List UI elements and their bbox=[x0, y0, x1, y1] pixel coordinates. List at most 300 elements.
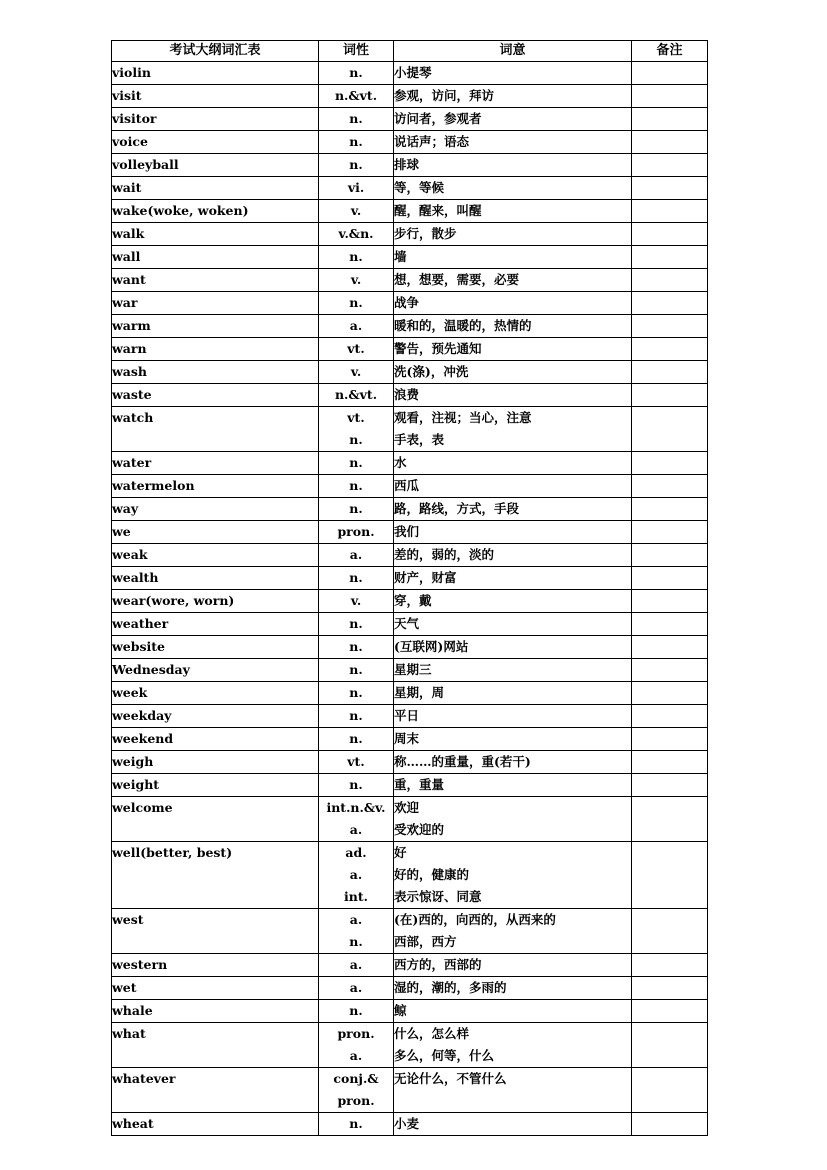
word-cell: wheat bbox=[112, 1113, 319, 1136]
pos-cell bbox=[319, 315, 394, 338]
note-cell bbox=[632, 842, 708, 909]
word-cell: warm bbox=[112, 315, 319, 338]
table-row bbox=[112, 407, 708, 452]
meaning-cell bbox=[394, 1113, 632, 1136]
word-cell: weather bbox=[112, 613, 319, 636]
pos-cell bbox=[319, 384, 394, 407]
word-cell: wealth bbox=[112, 567, 319, 590]
meaning-text: 什么，怎么样 bbox=[394, 1026, 470, 1041]
meaning-cell bbox=[394, 977, 632, 1000]
word-cell: visitor bbox=[112, 108, 319, 131]
word-cell: warn bbox=[112, 338, 319, 361]
meaning-cell bbox=[394, 636, 632, 659]
word-cell: want bbox=[112, 269, 319, 292]
table-row bbox=[112, 246, 708, 269]
table-row bbox=[112, 842, 708, 909]
word-cell: weigh bbox=[112, 751, 319, 774]
meaning-text: 湿的，潮的，多雨的 bbox=[394, 980, 507, 995]
table-row bbox=[112, 223, 708, 246]
pos-cell bbox=[319, 292, 394, 315]
word-cell: whatever bbox=[112, 1068, 319, 1113]
pos-cell bbox=[319, 909, 394, 954]
pos-text: vt. bbox=[347, 754, 365, 769]
word-cell: volleyball bbox=[112, 154, 319, 177]
meaning-text: 表示惊讶、同意 bbox=[394, 889, 482, 904]
meaning-cell bbox=[394, 521, 632, 544]
note-cell bbox=[632, 728, 708, 751]
meaning-text: 想，想要，需要，必要 bbox=[394, 272, 520, 287]
table-row bbox=[112, 682, 708, 705]
pos-text: n. bbox=[349, 455, 363, 470]
meaning-cell bbox=[394, 223, 632, 246]
header-word: 考试大纲词汇表 bbox=[112, 41, 319, 62]
table-row bbox=[112, 751, 708, 774]
pos-cell bbox=[319, 1023, 394, 1068]
meaning-text: 差的，弱的，淡的 bbox=[394, 547, 495, 562]
word-cell: water bbox=[112, 452, 319, 475]
pos-text: a. bbox=[349, 318, 363, 333]
note-cell bbox=[632, 452, 708, 475]
table-row bbox=[112, 62, 708, 85]
note-cell bbox=[632, 223, 708, 246]
pos-text: n.&vt. bbox=[334, 387, 378, 402]
pos-text: n. bbox=[349, 65, 363, 80]
pos-cell bbox=[319, 590, 394, 613]
word-cell: voice bbox=[112, 131, 319, 154]
word-cell: what bbox=[112, 1023, 319, 1068]
pos-text: n. bbox=[349, 662, 363, 677]
table-row bbox=[112, 154, 708, 177]
note-cell bbox=[632, 177, 708, 200]
pos-text: n. bbox=[349, 616, 363, 631]
pos-text: ad. bbox=[345, 845, 367, 860]
pos-text: v. bbox=[350, 364, 362, 379]
pos-cell bbox=[319, 338, 394, 361]
word-cell: whale bbox=[112, 1000, 319, 1023]
meaning-text: 访问者，参观者 bbox=[394, 111, 482, 126]
header-meaning: 词意 bbox=[394, 41, 632, 62]
table-row bbox=[112, 954, 708, 977]
pos-text: n. bbox=[349, 1116, 363, 1131]
meaning-cell bbox=[394, 154, 632, 177]
note-cell bbox=[632, 705, 708, 728]
table-row bbox=[112, 177, 708, 200]
note-cell bbox=[632, 613, 708, 636]
table-row bbox=[112, 728, 708, 751]
meaning-text: 墙 bbox=[394, 249, 407, 264]
table-header-row bbox=[112, 41, 708, 62]
table-row bbox=[112, 315, 708, 338]
word-cell: week bbox=[112, 682, 319, 705]
table-row bbox=[112, 774, 708, 797]
word-cell: wet bbox=[112, 977, 319, 1000]
word-cell: violin bbox=[112, 62, 319, 85]
meaning-cell bbox=[394, 475, 632, 498]
note-cell bbox=[632, 954, 708, 977]
note-cell bbox=[632, 154, 708, 177]
meaning-cell bbox=[394, 1023, 632, 1068]
pos-cell bbox=[319, 774, 394, 797]
note-cell bbox=[632, 682, 708, 705]
meaning-cell bbox=[394, 590, 632, 613]
note-cell bbox=[632, 909, 708, 954]
vocabulary-table bbox=[111, 40, 708, 1136]
table-row bbox=[112, 475, 708, 498]
meaning-text: 步行，散步 bbox=[394, 226, 457, 241]
pos-text: v.&n. bbox=[338, 226, 374, 241]
note-cell bbox=[632, 1000, 708, 1023]
table-row bbox=[112, 384, 708, 407]
meaning-cell bbox=[394, 1000, 632, 1023]
table-row bbox=[112, 977, 708, 1000]
word-cell: welcome bbox=[112, 797, 319, 842]
meaning-cell bbox=[394, 407, 632, 452]
pos-text: conj.& bbox=[333, 1071, 379, 1086]
note-cell bbox=[632, 544, 708, 567]
pos-cell bbox=[319, 567, 394, 590]
pos-text: n. bbox=[349, 685, 363, 700]
note-cell bbox=[632, 269, 708, 292]
meaning-text: 好 bbox=[394, 845, 407, 860]
table-row bbox=[112, 613, 708, 636]
meaning-text: 天气 bbox=[394, 616, 420, 631]
table-row bbox=[112, 797, 708, 842]
word-cell: weekday bbox=[112, 705, 319, 728]
meaning-text: 洗(涤)，冲洗 bbox=[394, 364, 469, 379]
pos-cell bbox=[319, 1000, 394, 1023]
pos-text: pron. bbox=[337, 1026, 375, 1041]
meaning-cell bbox=[394, 498, 632, 521]
note-cell bbox=[632, 85, 708, 108]
pos-cell bbox=[319, 498, 394, 521]
meaning-text: 重，重量 bbox=[394, 777, 445, 792]
meaning-text: 排球 bbox=[394, 157, 420, 172]
pos-text: n. bbox=[349, 934, 363, 949]
table-row bbox=[112, 108, 708, 131]
word-cell: way bbox=[112, 498, 319, 521]
pos-cell bbox=[319, 705, 394, 728]
pos-cell bbox=[319, 177, 394, 200]
word-cell: visit bbox=[112, 85, 319, 108]
meaning-cell bbox=[394, 544, 632, 567]
table-row bbox=[112, 361, 708, 384]
meaning-cell bbox=[394, 613, 632, 636]
meaning-cell bbox=[394, 659, 632, 682]
word-cell: wall bbox=[112, 246, 319, 269]
pos-text: a. bbox=[349, 547, 363, 562]
meaning-cell bbox=[394, 292, 632, 315]
table-row bbox=[112, 292, 708, 315]
word-cell: western bbox=[112, 954, 319, 977]
table-row bbox=[112, 85, 708, 108]
meaning-cell bbox=[394, 315, 632, 338]
table-row bbox=[112, 338, 708, 361]
header-note: 备注 bbox=[632, 41, 708, 62]
note-cell bbox=[632, 292, 708, 315]
meaning-cell bbox=[394, 361, 632, 384]
meaning-text: 鲸 bbox=[394, 1003, 407, 1018]
pos-cell bbox=[319, 682, 394, 705]
table-row bbox=[112, 1068, 708, 1113]
note-cell bbox=[632, 498, 708, 521]
pos-cell bbox=[319, 85, 394, 108]
meaning-cell bbox=[394, 452, 632, 475]
pos-text: v. bbox=[350, 203, 362, 218]
note-cell bbox=[632, 977, 708, 1000]
pos-text: v. bbox=[350, 272, 362, 287]
table-row bbox=[112, 269, 708, 292]
word-cell: wash bbox=[112, 361, 319, 384]
note-cell bbox=[632, 521, 708, 544]
note-cell bbox=[632, 384, 708, 407]
meaning-text: 西瓜 bbox=[394, 478, 420, 493]
note-cell bbox=[632, 62, 708, 85]
table-row bbox=[112, 1113, 708, 1136]
table-row bbox=[112, 498, 708, 521]
pos-text: n. bbox=[349, 295, 363, 310]
meaning-cell bbox=[394, 567, 632, 590]
pos-cell bbox=[319, 154, 394, 177]
meaning-text: 手表，表 bbox=[394, 432, 445, 447]
meaning-cell bbox=[394, 131, 632, 154]
pos-text: n. bbox=[349, 134, 363, 149]
note-cell bbox=[632, 1113, 708, 1136]
meaning-cell bbox=[394, 177, 632, 200]
meaning-text: 西方的，西部的 bbox=[394, 957, 482, 972]
meaning-cell bbox=[394, 62, 632, 85]
pos-cell bbox=[319, 475, 394, 498]
table-row bbox=[112, 452, 708, 475]
note-cell bbox=[632, 751, 708, 774]
note-cell bbox=[632, 108, 708, 131]
pos-text: int. bbox=[344, 889, 368, 904]
meaning-cell bbox=[394, 774, 632, 797]
meaning-text: 醒，醒来，叫醒 bbox=[394, 203, 482, 218]
pos-cell bbox=[319, 521, 394, 544]
pos-cell bbox=[319, 1113, 394, 1136]
meaning-text: 警告，预先通知 bbox=[394, 341, 482, 356]
pos-text: n. bbox=[349, 157, 363, 172]
pos-cell bbox=[319, 842, 394, 909]
word-cell: Wednesday bbox=[112, 659, 319, 682]
word-cell: weight bbox=[112, 774, 319, 797]
pos-cell bbox=[319, 361, 394, 384]
pos-cell bbox=[319, 269, 394, 292]
pos-cell bbox=[319, 407, 394, 452]
word-cell: wait bbox=[112, 177, 319, 200]
meaning-cell bbox=[394, 954, 632, 977]
meaning-cell bbox=[394, 108, 632, 131]
word-cell: walk bbox=[112, 223, 319, 246]
meaning-cell bbox=[394, 751, 632, 774]
meaning-text: 等，等候 bbox=[394, 180, 445, 195]
note-cell bbox=[632, 315, 708, 338]
pos-text: a. bbox=[349, 822, 363, 837]
note-cell bbox=[632, 407, 708, 452]
table-row bbox=[112, 521, 708, 544]
meaning-text: 小麦 bbox=[394, 1116, 420, 1131]
meaning-cell bbox=[394, 384, 632, 407]
meaning-text: 西部，西方 bbox=[394, 934, 457, 949]
pos-text: vt. bbox=[347, 410, 365, 425]
meaning-text: 我们 bbox=[394, 524, 420, 539]
table-row bbox=[112, 705, 708, 728]
pos-text: a. bbox=[349, 980, 363, 995]
meaning-text: 路，路线，方式，手段 bbox=[394, 501, 520, 516]
word-cell: west bbox=[112, 909, 319, 954]
meaning-text: (在)西的，向西的，从西来的 bbox=[394, 912, 556, 927]
pos-cell bbox=[319, 659, 394, 682]
pos-text: n. bbox=[349, 639, 363, 654]
meaning-cell bbox=[394, 200, 632, 223]
meaning-cell bbox=[394, 842, 632, 909]
meaning-text: 无论什么，不管什么 bbox=[394, 1071, 507, 1086]
pos-text: n. bbox=[349, 111, 363, 126]
table-body bbox=[112, 62, 708, 1136]
pos-text: a. bbox=[349, 867, 363, 882]
note-cell bbox=[632, 131, 708, 154]
meaning-cell bbox=[394, 1068, 632, 1113]
meaning-text: 星期三 bbox=[394, 662, 432, 677]
meaning-text: 欢迎 bbox=[394, 800, 420, 815]
table-row bbox=[112, 590, 708, 613]
pos-cell bbox=[319, 246, 394, 269]
word-cell: watermelon bbox=[112, 475, 319, 498]
note-cell bbox=[632, 1023, 708, 1068]
pos-text: n.&vt. bbox=[334, 88, 378, 103]
word-cell: weekend bbox=[112, 728, 319, 751]
note-cell bbox=[632, 636, 708, 659]
meaning-text: 水 bbox=[394, 455, 407, 470]
meaning-text: 星期，周 bbox=[394, 685, 445, 700]
meaning-text: 财产，财富 bbox=[394, 570, 457, 585]
meaning-text: (互联网)网站 bbox=[394, 639, 469, 654]
note-cell bbox=[632, 797, 708, 842]
pos-text: vt. bbox=[347, 341, 365, 356]
word-cell: website bbox=[112, 636, 319, 659]
meaning-cell bbox=[394, 269, 632, 292]
meaning-cell bbox=[394, 246, 632, 269]
pos-cell bbox=[319, 131, 394, 154]
pos-cell bbox=[319, 200, 394, 223]
note-cell bbox=[632, 1068, 708, 1113]
meaning-text: 观看，注视；当心，注意 bbox=[394, 410, 532, 425]
pos-cell bbox=[319, 613, 394, 636]
table-row bbox=[112, 909, 708, 954]
meaning-cell bbox=[394, 338, 632, 361]
pos-text: a. bbox=[349, 1048, 363, 1063]
pos-cell bbox=[319, 62, 394, 85]
pos-cell bbox=[319, 977, 394, 1000]
pos-cell bbox=[319, 728, 394, 751]
meaning-text: 多么，何等，什么 bbox=[394, 1048, 495, 1063]
pos-cell bbox=[319, 452, 394, 475]
meaning-text: 参观，访问，拜访 bbox=[394, 88, 495, 103]
meaning-text: 平日 bbox=[394, 708, 420, 723]
pos-text: a. bbox=[349, 912, 363, 927]
meaning-text: 好的，健康的 bbox=[394, 867, 470, 882]
table-row bbox=[112, 200, 708, 223]
table-row bbox=[112, 131, 708, 154]
pos-cell bbox=[319, 108, 394, 131]
word-cell: weak bbox=[112, 544, 319, 567]
pos-cell bbox=[319, 751, 394, 774]
meaning-cell bbox=[394, 705, 632, 728]
pos-cell bbox=[319, 1068, 394, 1113]
note-cell bbox=[632, 361, 708, 384]
pos-text: pron. bbox=[337, 1093, 375, 1108]
meaning-cell bbox=[394, 797, 632, 842]
pos-text: n. bbox=[349, 570, 363, 585]
pos-text: n. bbox=[349, 777, 363, 792]
table-row bbox=[112, 1023, 708, 1068]
note-cell bbox=[632, 567, 708, 590]
note-cell bbox=[632, 774, 708, 797]
note-cell bbox=[632, 246, 708, 269]
meaning-text: 暖和的，温暖的，热情的 bbox=[394, 318, 532, 333]
pos-cell bbox=[319, 636, 394, 659]
note-cell bbox=[632, 590, 708, 613]
meaning-text: 小提琴 bbox=[394, 65, 432, 80]
meaning-text: 周末 bbox=[394, 731, 420, 746]
pos-text: vi. bbox=[347, 180, 365, 195]
pos-cell bbox=[319, 954, 394, 977]
pos-text: n. bbox=[349, 1003, 363, 1018]
meaning-text: 称……的重量，重(若干) bbox=[394, 754, 531, 769]
word-cell: wear(wore, worn) bbox=[112, 590, 319, 613]
table-row bbox=[112, 544, 708, 567]
pos-cell bbox=[319, 544, 394, 567]
word-cell: wake(woke, woken) bbox=[112, 200, 319, 223]
pos-text: n. bbox=[349, 432, 363, 447]
pos-text: v. bbox=[350, 593, 362, 608]
pos-text: n. bbox=[349, 731, 363, 746]
pos-text: int.n.&v. bbox=[326, 800, 386, 815]
word-cell: well(better, best) bbox=[112, 842, 319, 909]
pos-text: a. bbox=[349, 957, 363, 972]
table-row bbox=[112, 659, 708, 682]
pos-text: n. bbox=[349, 708, 363, 723]
meaning-text: 受欢迎的 bbox=[394, 822, 445, 837]
word-cell: we bbox=[112, 521, 319, 544]
meaning-cell bbox=[394, 682, 632, 705]
note-cell bbox=[632, 200, 708, 223]
pos-cell bbox=[319, 797, 394, 842]
meaning-text: 说话声；语态 bbox=[394, 134, 470, 149]
pos-text: pron. bbox=[337, 524, 375, 539]
table-row bbox=[112, 1000, 708, 1023]
note-cell bbox=[632, 659, 708, 682]
note-cell bbox=[632, 475, 708, 498]
meaning-cell bbox=[394, 85, 632, 108]
table-row bbox=[112, 567, 708, 590]
meaning-cell bbox=[394, 909, 632, 954]
header-pos: 词性 bbox=[319, 41, 394, 62]
pos-cell bbox=[319, 223, 394, 246]
pos-text: n. bbox=[349, 501, 363, 516]
word-cell: waste bbox=[112, 384, 319, 407]
meaning-text: 穿，戴 bbox=[394, 593, 432, 608]
note-cell bbox=[632, 338, 708, 361]
meaning-text: 浪费 bbox=[394, 387, 420, 402]
word-cell: watch bbox=[112, 407, 319, 452]
pos-text: n. bbox=[349, 478, 363, 493]
table-row bbox=[112, 636, 708, 659]
pos-text: n. bbox=[349, 249, 363, 264]
meaning-cell bbox=[394, 728, 632, 751]
word-cell: war bbox=[112, 292, 319, 315]
meaning-text: 战争 bbox=[394, 295, 420, 310]
